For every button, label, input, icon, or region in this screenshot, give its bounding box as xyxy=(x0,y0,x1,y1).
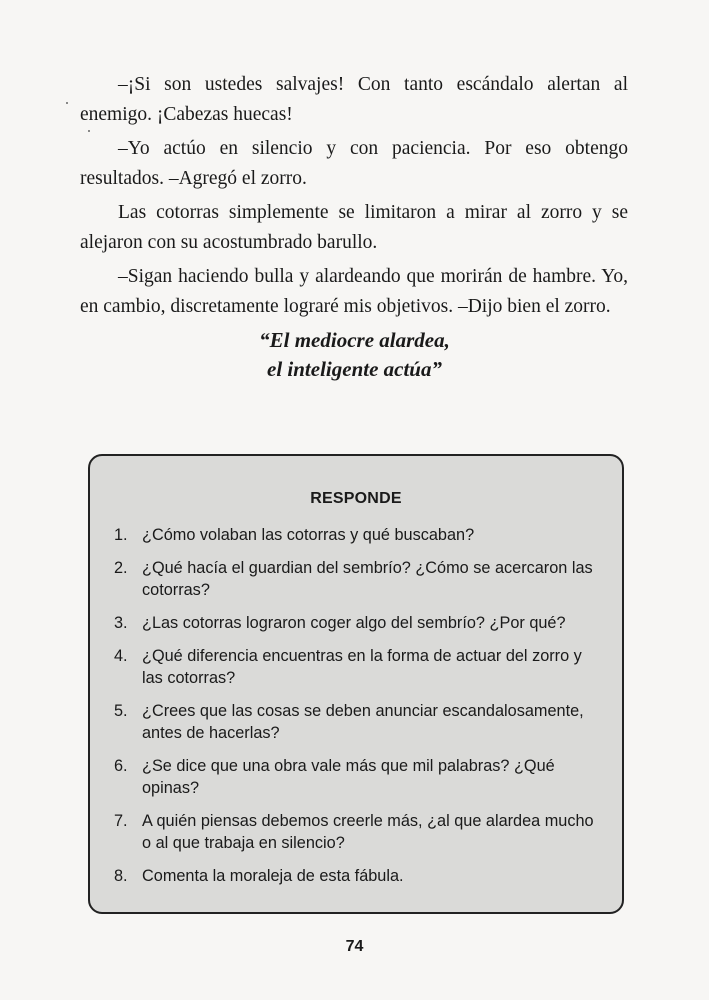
questions-box xyxy=(88,454,624,914)
question-text: ¿Cómo volaban las cotorras y qué buscaban? xyxy=(142,526,475,544)
question-item xyxy=(114,865,604,887)
question-number: 3. xyxy=(114,614,128,632)
story-paragraph: –Sigan haciendo bulla y alardeando que morirán de hambre. Yo, en cambio, discretamente lograré mis objetivos. –Dijo bien el zorro. xyxy=(80,266,628,317)
question-item xyxy=(114,612,604,634)
question-number: 6. xyxy=(114,757,128,775)
story-paragraph: –Yo actúo en silencio y con paciencia. Por eso obtengo resultados. –Agregó el zorro. xyxy=(80,138,628,189)
question-item xyxy=(114,810,604,854)
question-number: 7. xyxy=(114,812,128,830)
question-item xyxy=(114,557,604,601)
moral-line: el inteligente actúa” xyxy=(267,357,442,381)
question-number: 2. xyxy=(114,559,128,577)
question-item xyxy=(114,700,604,744)
scan-speck xyxy=(66,102,68,104)
question-text: ¿Se dice que una obra vale más que mil palabras? ¿Qué opinas? xyxy=(142,757,555,797)
question-text: ¿Crees que las cosas se deben anunciar escandalosamente, antes de hacerlas? xyxy=(142,702,584,742)
question-text: A quién piensas debemos creerle más, ¿al que alardea mucho o al que trabaja en silencio? xyxy=(142,812,594,852)
question-text: ¿Las cotorras lograron coger algo del sembrío? ¿Por qué? xyxy=(142,614,566,632)
questions-list xyxy=(114,524,604,898)
question-item xyxy=(114,755,604,799)
question-item xyxy=(114,645,604,689)
question-number: 5. xyxy=(114,702,128,720)
story-paragraph: Las cotorras simplemente se limitaron a mirar al zorro y se alejaron con su acostumbrado barullo. xyxy=(80,202,628,253)
question-item xyxy=(114,524,604,546)
moral-quote xyxy=(0,326,709,384)
question-text: ¿Qué hacía el guardian del sembrío? ¿Cómo se acercaron las cotorras? xyxy=(142,559,593,599)
question-text: ¿Qué diferencia encuentras en la forma de actuar del zorro y las cotorras? xyxy=(142,647,582,687)
moral-line: “El mediocre alardea, xyxy=(259,328,450,352)
question-number: 8. xyxy=(114,867,128,885)
question-text: Comenta la moraleja de esta fábula. xyxy=(142,867,404,885)
question-number: 1. xyxy=(114,526,128,544)
question-number: 4. xyxy=(114,647,128,665)
questions-title: RESPONDE xyxy=(310,490,402,507)
story-text xyxy=(80,70,628,326)
page-number: 74 xyxy=(345,938,364,955)
story-paragraph: –¡Si son ustedes salvajes! Con tanto escándalo alertan al enemigo. ¡Cabezas huecas! xyxy=(80,74,628,125)
